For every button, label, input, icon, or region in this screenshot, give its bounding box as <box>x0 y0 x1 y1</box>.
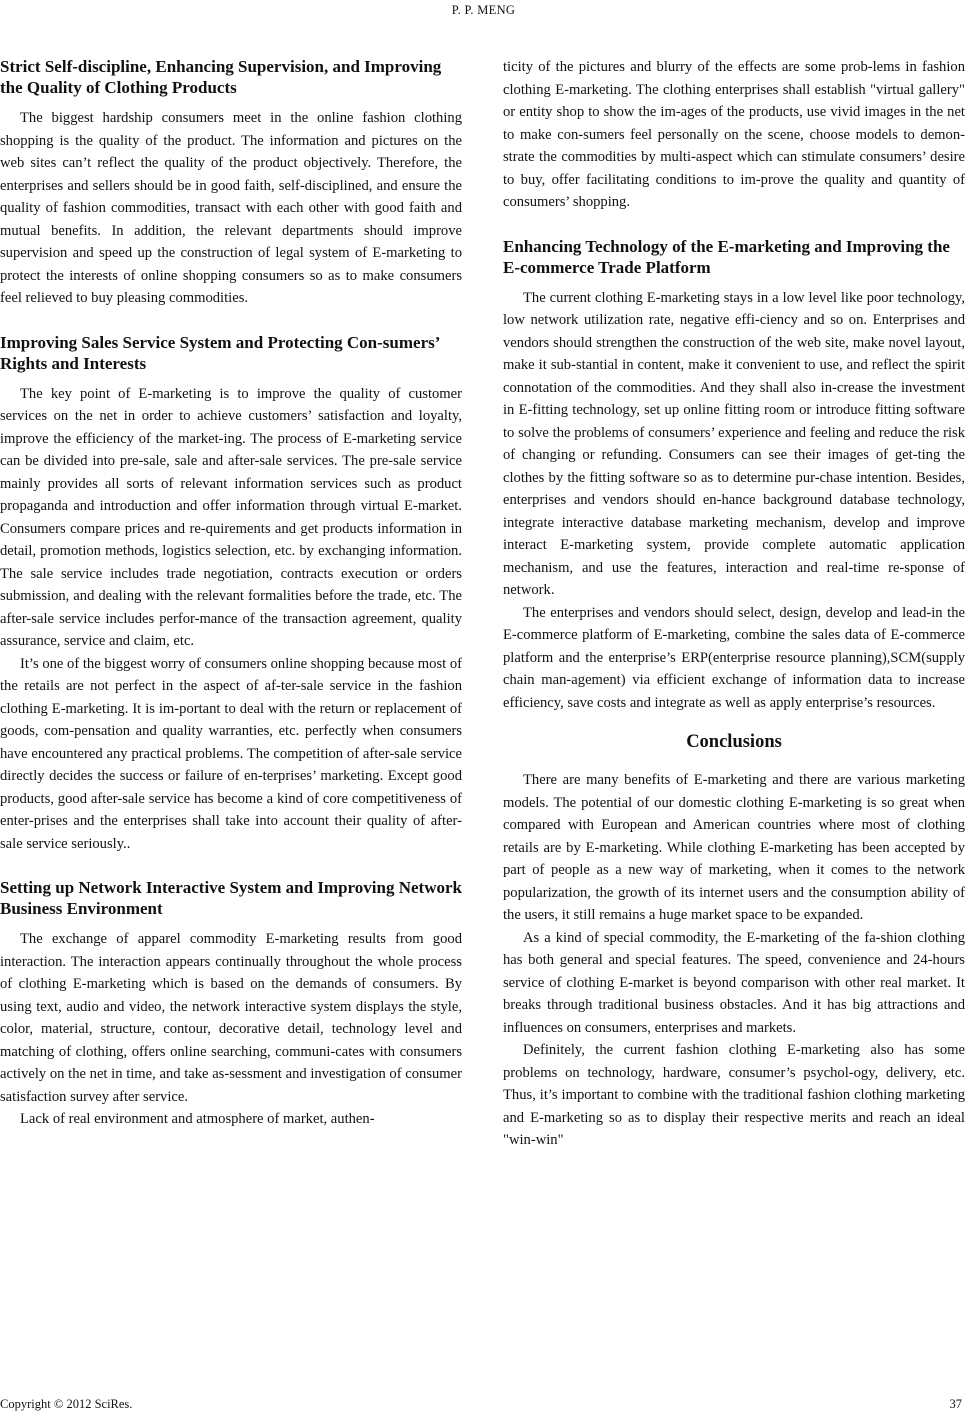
paragraph: Definitely, the current fashion clothing E-marketing also has some problems on technology, hardware, consumer’s psychol-ogy, delivery, etc. Thus, it’s important to combine with the traditional fashion clothing marketing and E-marketing so as to display their respective merits and reach an ideal "win-win" <box>503 1042 965 1148</box>
paragraph: There are many benefits of E-marketing and there are various marketing models. The potential of our domestic clothing E-marketing is so great when compared with European and American countries where most of clothing retails are by E-marketing. While clothing E-marketing has been accepted by part of people as a new way of marketing, when it comes to the network popularization, the growth of its internet users and the consumption ability of the users, it still remains a huge market space to be expanded. <box>503 772 965 923</box>
left-column <box>0 56 462 1131</box>
section-title-quality: Strict Self-discipline, Enhancing Supervision, and Improving the Quality of Clothing Products <box>0 57 442 97</box>
page-footer <box>0 1394 967 1414</box>
paragraph: Lack of real environment and atmosphere of market, authen- <box>20 1111 375 1127</box>
section-title-sales-service: Improving Sales Service System and Protecting Con-sumers’ Rights and Interests <box>0 332 440 373</box>
paragraph: The biggest hardship consumers meet in the online fashion clothing shopping is the quality of the product. The information and pictures on the web sites can’t reflect the quality of the product objectively. Therefore, the enterprises and sellers should be in good faith, self-disciplined, and ensure the quality of fashion commodities, transact with each other with good faith and mutual benefits. In addition, the relevant departments should improve supervision and speed up the construction of legal system of E-marketing to protect the interests of online shopping consumers so as to make consumers feel relieved to buy pleasing commodities. <box>0 110 462 306</box>
running-head: P. P. MENG <box>451 3 516 17</box>
page-number: 37 <box>949 1397 962 1411</box>
paragraph: The enterprises and vendors should select, design, develop and lead-in the E-commerce platform of E-marketing, combine the sales data of E-commerce platform and the enterprise’s ERP(enterprise resource planning),SCM(supply chain man-agement) via efficient exchange of information data to increase efficiency, save costs and integrate as well as apply enterprise’s resources. <box>503 604 965 711</box>
section-title-conclusions: Conclusions <box>686 732 782 752</box>
copyright: Copyright © 2012 SciRes. <box>0 1397 133 1411</box>
paragraph: The exchange of apparel commodity E-marketing results from good interaction. The interaction appears continually throughout the whole process of clothing E-marketing which is based on the demands of consumers. By using text, audio and video, the network interactive system displays the style, color, material, structure, contour, decorative detail, technology level and matching of clothing, offers online searching, communi-cates with consumers actively on the net in time, and take as-sessment and investigation of consumer satisfaction survey after service. <box>0 931 462 1105</box>
section-title-network-interactive: Setting up Network Interactive System and Improving Network Business Environment <box>0 878 462 918</box>
section-title-technology: Enhancing Technology of the E-marketing and Improving the E-commerce Trade Platform <box>503 236 950 277</box>
paragraph: It’s one of the biggest worry of consumers online shopping because most of the retails are not perfect in the aspect of af-ter-sale service in the fashion clothing E-marketing. It is im-portant to deal with the return or replacement of goods, com-pensation and quality warranties, etc. perfectly when consumers have encountered any practical problems. The competition of after-sale service directly decides the success or failure of en-terprises’ marketing. Except good products, good after-sale service has become a kind of core competitiveness of enter-prises and the enterprises shall take into account their quality of after-sale service seriously.. <box>0 655 462 852</box>
paragraph: The current clothing E-marketing stays in a low level like poor technology, low network utilization rate, negative effi-ciency and so on. Enterprises and vendors should strengthen the construction of the web site, make novel layout, make it sub-stantial in content, make it convenient to use, and reflect the spirit connotation of the commodities. And they shall also in-crease the investment in E-fitting technology, set up online fitting room or introduce fitting software to solve the problems of consumers’ experience and feeling and reduce the risk of changing or refunding. Consumers can see their images of get-ting the clothes by the fitting software so as to determine pur-chase intention. Besides, enterprises and vendors should en-hance background database technology, integrate interactive database marketing mechanism, develop and improve interact E-marketing system, provide complete automatic application mechanism, and use the features, interaction and real-time re-sponse of network. <box>503 289 965 598</box>
right-column <box>503 56 965 1152</box>
paragraph: As a kind of special commodity, the E-marketing of the fa-shion clothing has both general and special features. The speed, convenience and 24-hours service of clothing E-market is beyond comparison with other real market. It breaks through traditional business obstacles. And it has big attractions and influences on consumers, enterprises and markets. <box>503 929 965 1036</box>
paragraph-continued: ticity of the pictures and blurry of the effects are some prob-lems in fashion clothing E-marketing. The clothing enterprises shall establish "virtual gallery" or entity shop to show the im-ages of the products, use vivid images in the net to make con-sumers feel personally on the scene, choose models to demon-strate the commodities by multi-aspect which can stimulate consumers’ desire to buy, offer facilitating conditions to im-prove the quality and quantity of consumers’ shopping. <box>503 59 965 210</box>
paragraph: The key point of E-marketing is to improve the quality of customer services on the net in order to achieve customers’ satisfaction and loyalty, improve the efficiency of the market-ing. The process of E-marketing service can be divided into pre-sale, sale and after-sale services. The pre-sale service mainly provides all sorts of relevant information services such as product propaganda and introduction and offer information through virtual E-market. Consumers compare prices and re-quirements and get products information in detail, promotion methods, logistics selection, etc. by exchanging information. The sale service includes trade negotiation, contracts execution or orders submission, and dealing with the relevant formalities before the trade, etc. The after-sale service includes perfor-mance of the transaction agreement, quality assurance, service and claim, etc. <box>0 385 462 649</box>
